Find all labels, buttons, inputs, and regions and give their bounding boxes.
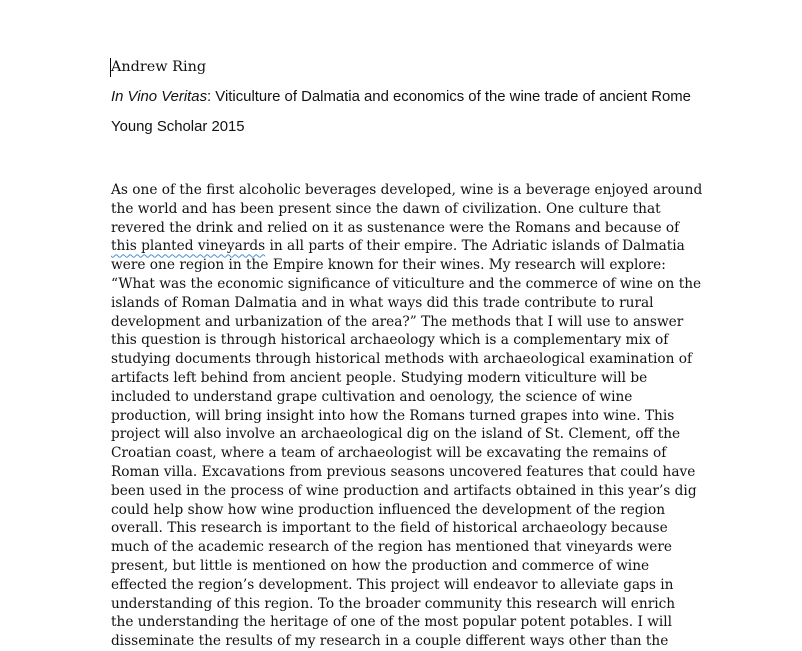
body-line: project will also involve an archaeological dig on the island of St. Clement, off the	[111, 426, 681, 443]
body-line: could help show how wine production influenced the development of the region	[111, 501, 666, 518]
body-line	[111, 237, 711, 256]
paper-title[interactable]	[111, 89, 691, 105]
title-italic-part: In Vino Veritas	[111, 89, 208, 105]
body-line: production, will bring insight into how the Romans turned grapes into wine. This	[111, 407, 675, 424]
body-line: disseminate the results of my research in a couple different ways other than the	[111, 633, 669, 650]
program-name[interactable]: Young Scholar 2015	[111, 119, 245, 135]
body-line: studying documents through historical methods with archaeological examination of	[111, 351, 693, 368]
body-line: islands of Roman Dalmatia and in what ways did this trade contribute to rural	[111, 294, 654, 311]
body-line: much of the academic research of the region has mentioned that vineyards were	[111, 539, 672, 556]
author-name[interactable]: Andrew Ring	[111, 59, 207, 75]
body-line: been used in the process of wine production and artifacts obtained in this year’s dig	[111, 482, 697, 499]
body-line: artifacts left behind from ancient people. Studying modern viticulture will be	[111, 369, 648, 386]
body-line: present, but little is mentioned on how the production and commerce of wine	[111, 557, 650, 574]
body-line: Roman villa. Excavations from previous seasons uncovered features that could have	[111, 463, 696, 480]
body-line: Croatian coast, where a team of archaeologist will be excavating the remains of	[111, 445, 667, 462]
body-line: revered the drink and relied on it as sustenance were the Romans and because of	[111, 219, 680, 236]
body-line: development and urbanization of the area?” The methods that I will use to answer	[111, 313, 684, 330]
body-line: As one of the first alcoholic beverages developed, wine is a beverage enjoyed around	[111, 182, 703, 198]
body-line: included to understand grape cultivation and oenology, the science of wine	[111, 388, 633, 405]
body-line: “What was the economic significance of viticulture and the commerce of wine on the	[111, 275, 702, 292]
grammar-flagged-phrase[interactable]: this planted vineyards	[111, 238, 266, 255]
body-line: were one region in the Empire known for their wines. My research will explore:	[111, 257, 666, 274]
abstract-body[interactable]	[111, 181, 711, 651]
title-rest: : Viticulture of Dalmatia and economics of the wine trade of ancient Rome	[207, 89, 691, 105]
body-line: this question is through historical archaeology which is a complementary mix of	[111, 332, 669, 349]
body-line: effected the region’s development. This project will endeavor to alleviate gaps in	[111, 576, 674, 593]
body-line: the world and has been present since the dawn of civilization. One culture that	[111, 200, 661, 217]
body-line: understanding of this region. To the broader community this research will enrich	[111, 595, 676, 612]
body-line-rest: in all parts of their empire. The Adriatic islands of Dalmatia	[265, 238, 685, 255]
body-line: the understanding the heritage of one of the most popular potent potables. I will	[111, 614, 673, 631]
body-line: overall. This research is important to the field of historical archaeology because	[111, 520, 668, 537]
